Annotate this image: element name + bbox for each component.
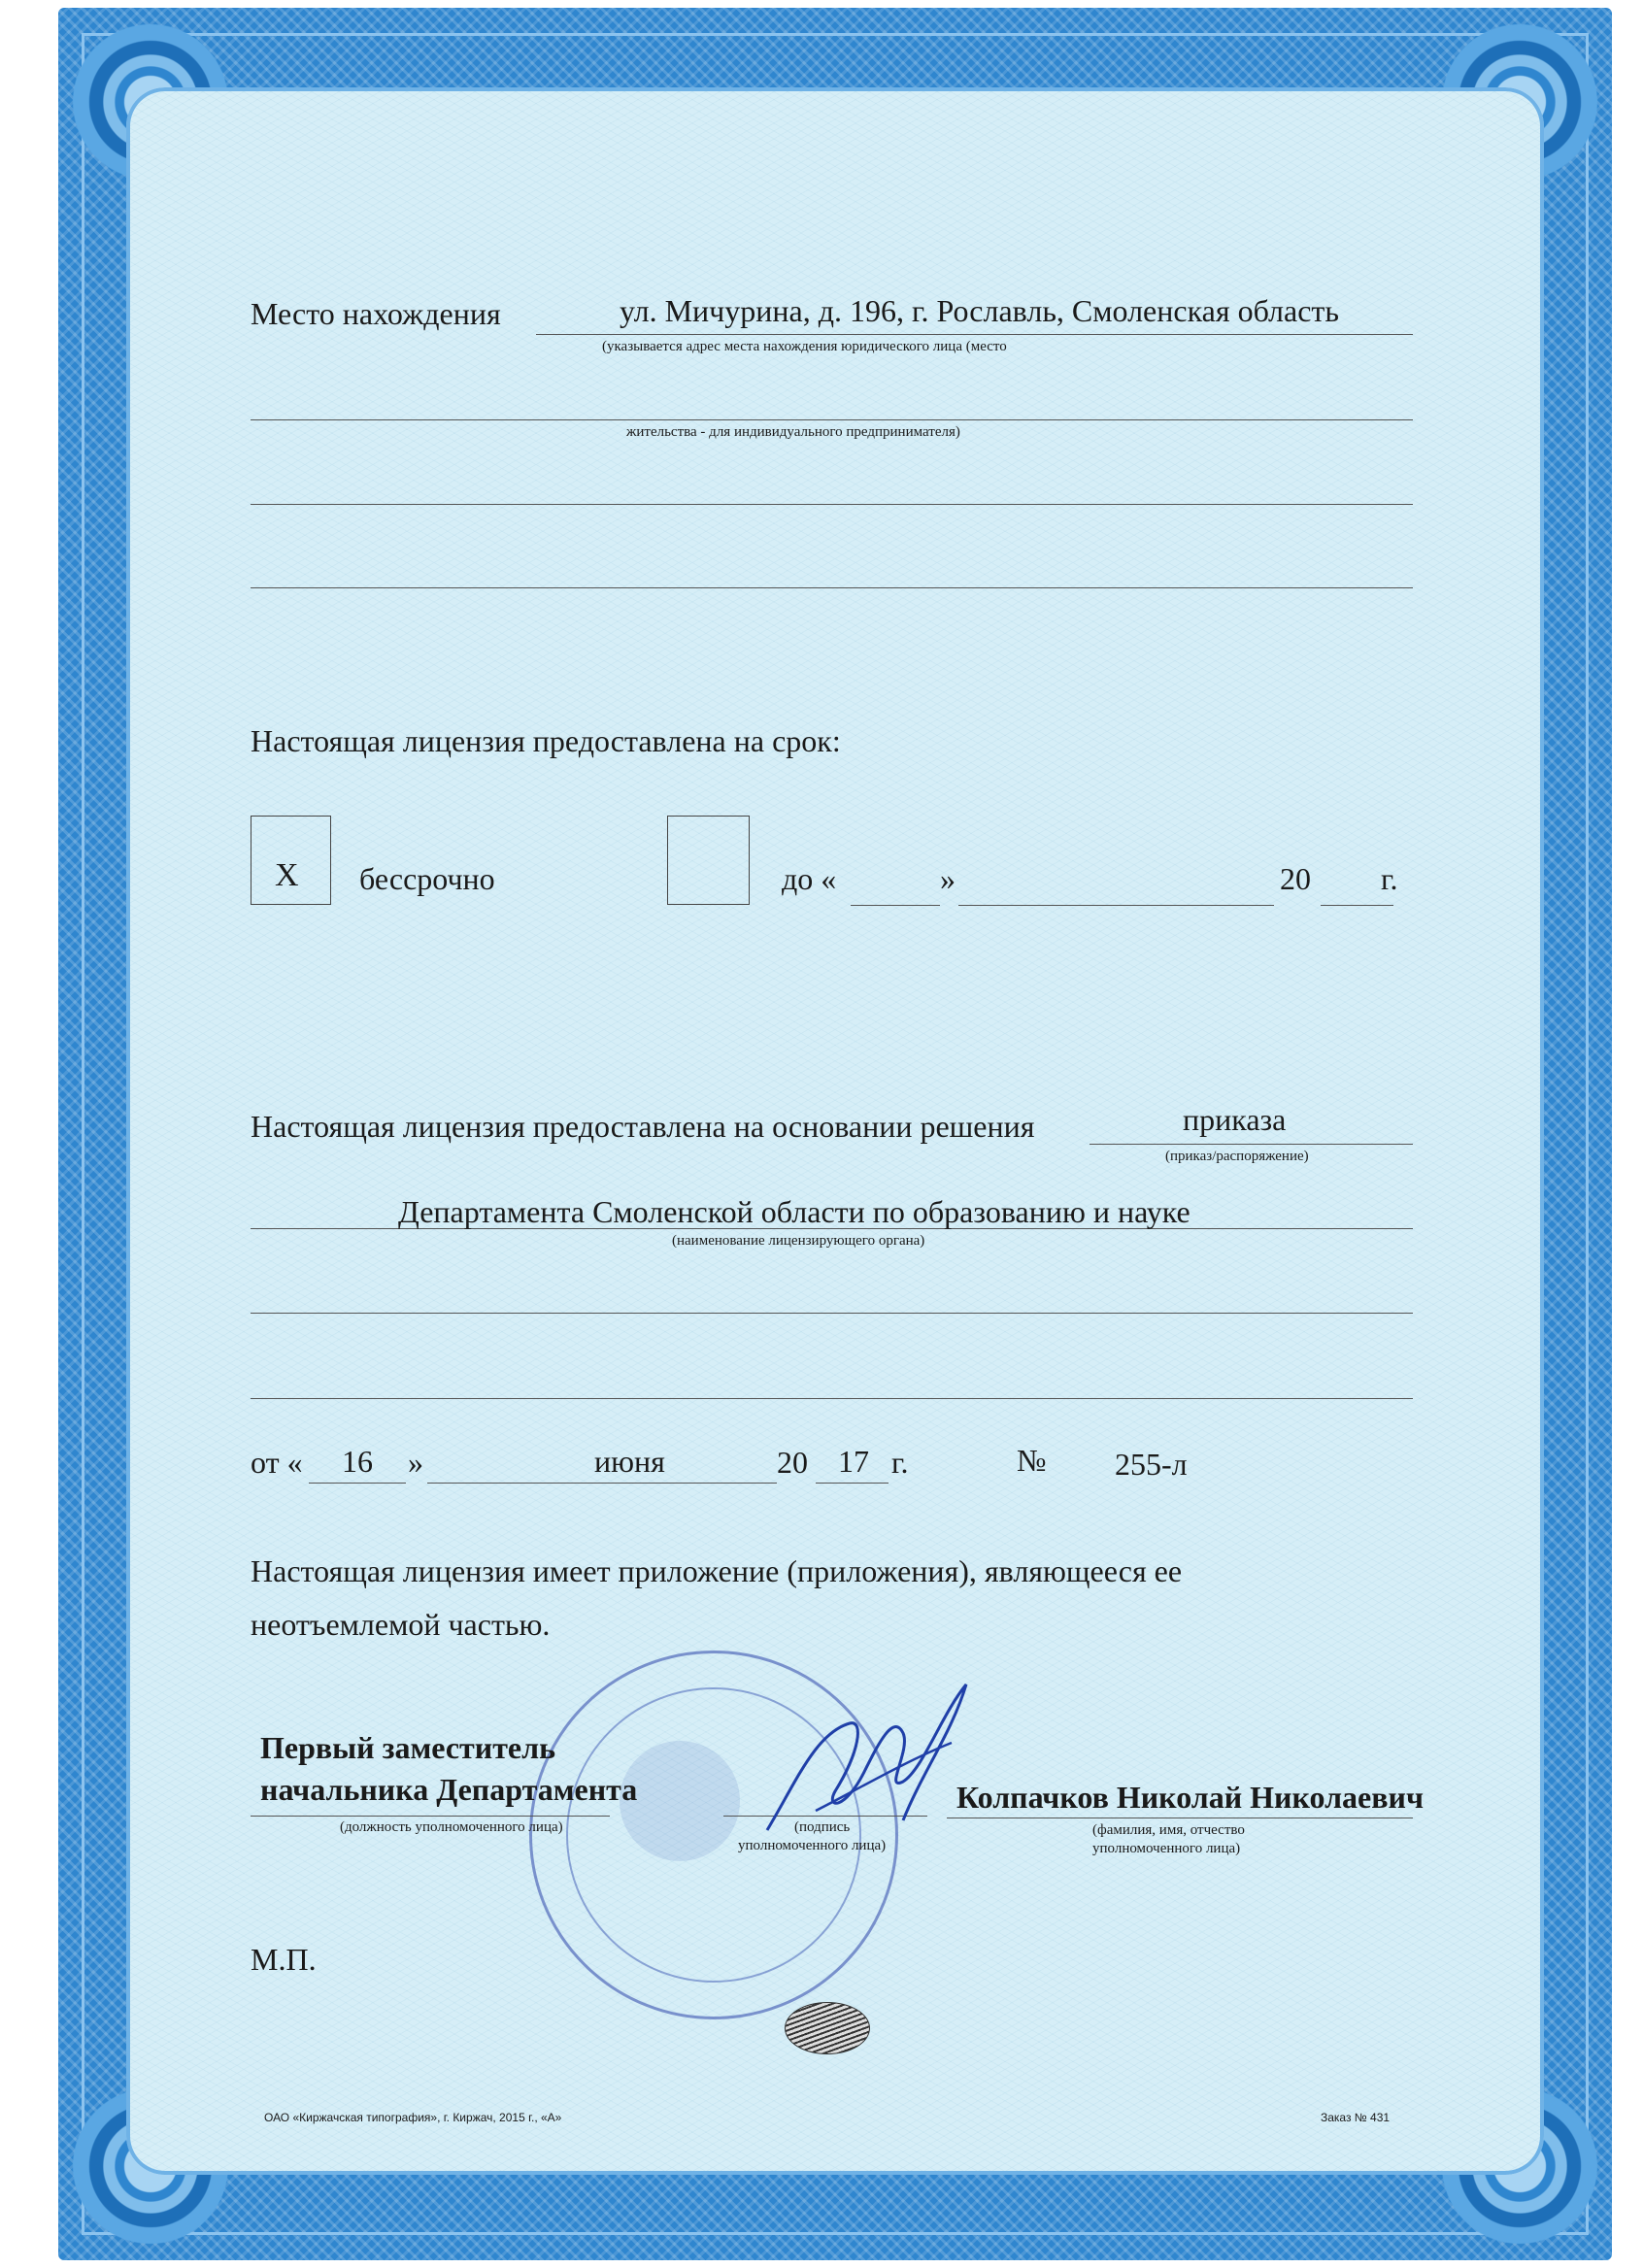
position-hint: (должность уполномоченного лица) [340, 1819, 563, 1835]
authority-value: Департамента Смоленской области по образованию и науке [398, 1194, 1190, 1229]
name-hint-1: (фамилия, имя, отчество [1092, 1822, 1245, 1838]
address-line-2 [251, 419, 1413, 420]
until-checkbox[interactable] [667, 816, 750, 905]
until-year-suffix: г. [1381, 861, 1398, 896]
order-from-label: от « [251, 1445, 303, 1480]
address-value: ул. Мичурина, д. 196, г. Рославль, Смоленская область [620, 293, 1339, 328]
address-hint-2: жительства - для индивидуального предпринимателя) [626, 424, 960, 440]
checkbox-mark: X [275, 857, 299, 893]
until-label: до « [782, 861, 837, 896]
address-line-3 [251, 504, 1413, 505]
hologram-sticker [785, 2002, 870, 2054]
order-year-suffix: г. [891, 1445, 909, 1480]
address-label: Место нахождения [251, 296, 501, 331]
order-day: 16 [342, 1444, 373, 1479]
position-underline [251, 1816, 610, 1817]
until-close: » [940, 861, 956, 896]
basis-line-3 [251, 1313, 1413, 1314]
name-hint-2: уполномоченного лица) [1092, 1841, 1241, 1856]
basis-heading: Настоящая лицензия предоставлена на основании решения [251, 1109, 1035, 1144]
order-month-line [427, 1483, 777, 1484]
order-month: июня [594, 1444, 665, 1479]
sign-hint-1: (подпись [794, 1819, 851, 1835]
printer-imprint: ОАО «Киржачская типография», г. Киржач, 2015 г., «А» [264, 2111, 562, 2124]
appendix-line-2: неотъемлемой частью. [251, 1607, 551, 1642]
position-line-2: начальника Департамента [260, 1772, 638, 1807]
unlimited-checkbox[interactable] [251, 816, 331, 905]
seal-emblem [620, 1741, 740, 1861]
order-year-prefix: 20 [777, 1445, 808, 1480]
basis-line-4 [251, 1398, 1413, 1399]
stamp-place: М.П. [251, 1942, 317, 1977]
order-number-sign: № [1017, 1443, 1047, 1478]
print-order-number: Заказ № 431 [1321, 2111, 1391, 2124]
address-underline [536, 334, 1413, 335]
until-month-line [958, 905, 1274, 906]
position-line-1: Первый заместитель [260, 1730, 555, 1765]
sign-hint-2: уполномоченного лица) [738, 1838, 887, 1853]
unlimited-label: бессрочно [359, 861, 495, 896]
until-day-line [851, 905, 940, 906]
until-year-prefix: 20 [1280, 861, 1311, 896]
term-heading: Настоящая лицензия предоставлена на срок: [251, 723, 841, 758]
decision-underline [1090, 1144, 1413, 1145]
authority-hint: (наименование лицензирующего органа) [672, 1233, 925, 1249]
address-hint-1: (указывается адрес места нахождения юридического лица (место [602, 339, 1007, 354]
order-day-line [309, 1483, 406, 1484]
until-year-line [1321, 905, 1393, 906]
order-year-line [816, 1483, 889, 1484]
appendix-line-1: Настоящая лицензия имеет приложение (приложения), являющееся ее [251, 1553, 1183, 1588]
address-line-4 [251, 587, 1413, 588]
signer-name: Колпачков Николай Николаевич [956, 1780, 1424, 1815]
decision-value: приказа [1183, 1102, 1287, 1137]
order-day-close: » [408, 1445, 423, 1480]
decision-hint: (приказ/распоряжение) [1165, 1149, 1309, 1164]
handwritten-signature [757, 1675, 981, 1840]
order-year: 17 [838, 1444, 869, 1479]
order-number: 255-л [1115, 1447, 1188, 1482]
